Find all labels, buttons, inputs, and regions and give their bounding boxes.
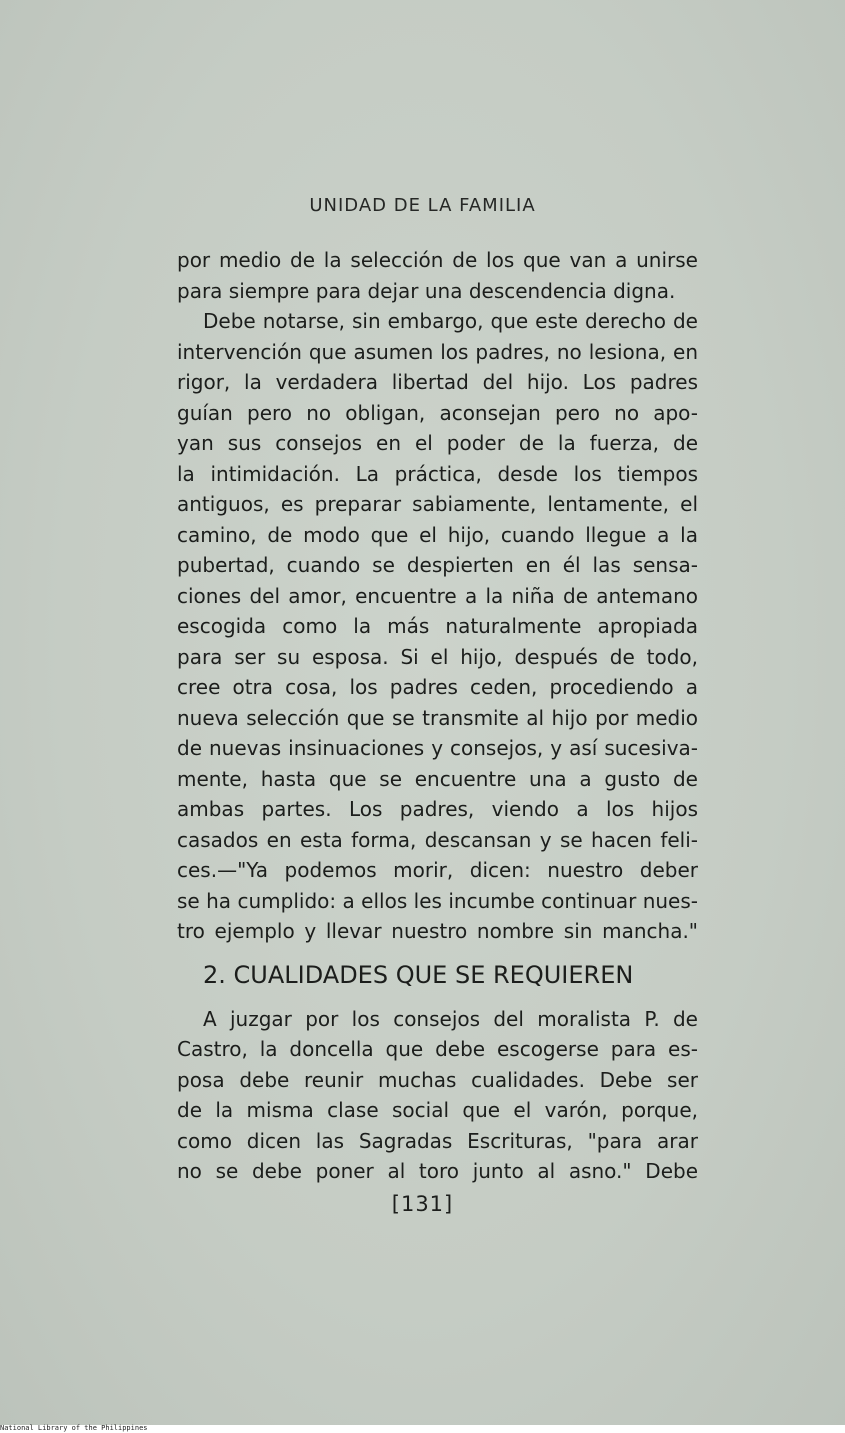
body-text xyxy=(177,245,698,1187)
text-line: para ser su esposa. Si el hijo, después de todo, xyxy=(177,644,698,669)
text-line: se ha cumplido: a ellos les incumbe continuar nues- xyxy=(177,888,698,913)
text-line: de la misma clase social que el varón, porque, xyxy=(177,1098,698,1122)
text-line: guían pero no obligan, aconsejan pero no apo- xyxy=(177,400,698,425)
text-line: camino, de modo que el hijo, cuando llegue a la xyxy=(177,522,698,547)
paragraph-2 xyxy=(177,306,698,947)
text-line: nueva selección que se transmite al hijo por medio xyxy=(177,705,698,730)
text-line: Castro, la doncella que debe escogerse para es- xyxy=(177,1037,698,1061)
text-line: mente, hasta que se encuentre una a gusto de xyxy=(177,766,698,791)
text-line: antiguos, es preparar sabiamente, lentamente, el xyxy=(177,492,698,516)
section-heading: 2. CUALIDADES QUE SE REQUIEREN xyxy=(203,960,634,989)
text-line: la intimidación. La práctica, desde los tiempos xyxy=(177,461,698,486)
text-line: de nuevas insinuaciones y consejos, y así sucesiva- xyxy=(177,736,698,760)
text-line: no se debe poner al toro junto al asno." Debe xyxy=(177,1159,698,1183)
page-number: [131] xyxy=(391,1192,454,1216)
text-line: pubertad, cuando se despierten en él las sensa- xyxy=(177,553,698,577)
text-line: ces.—"Ya podemos morir, dicen: nuestro deber xyxy=(177,858,698,882)
text-line: yan sus consejos en el poder de la fuerza, de xyxy=(177,431,698,455)
text-line: cree otra cosa, los padres ceden, procediendo a xyxy=(177,675,698,699)
text-line: tro ejemplo y llevar nuestro nombre sin mancha." xyxy=(177,919,698,943)
paragraph-1 xyxy=(177,245,698,306)
running-head: UNIDAD DE LA FAMILIA xyxy=(309,195,536,216)
library-credit: National Library of the Philippines xyxy=(0,1424,148,1432)
paragraph-3 xyxy=(177,1004,698,1187)
text-line: para siempre para dejar una descendencia digna. xyxy=(177,278,676,303)
text-line: ciones del amor, encuentre a la niña de antemano xyxy=(177,583,698,608)
text-line: ambas partes. Los padres, viendo a los hijos xyxy=(177,797,698,821)
text-line: intervención que asumen los padres, no lesiona, en xyxy=(177,339,698,364)
text-line: Debe notarse, sin embargo, que este derecho de xyxy=(203,309,698,333)
text-line: escogida como la más naturalmente apropiada xyxy=(177,614,698,638)
text-line: A juzgar por los consejos del moralista P. de xyxy=(203,1006,698,1031)
text-line: casados en esta forma, descansan y se hacen feli- xyxy=(177,827,698,852)
text-line: rigor, la verdadera libertad del hijo. Los padres xyxy=(177,370,698,394)
text-line: como dicen las Sagradas Escrituras, "para arar xyxy=(177,1128,698,1153)
text-line: posa debe reunir muchas cualidades. Debe ser xyxy=(177,1067,698,1092)
text-line: por medio de la selección de los que van a unirse xyxy=(177,248,698,272)
